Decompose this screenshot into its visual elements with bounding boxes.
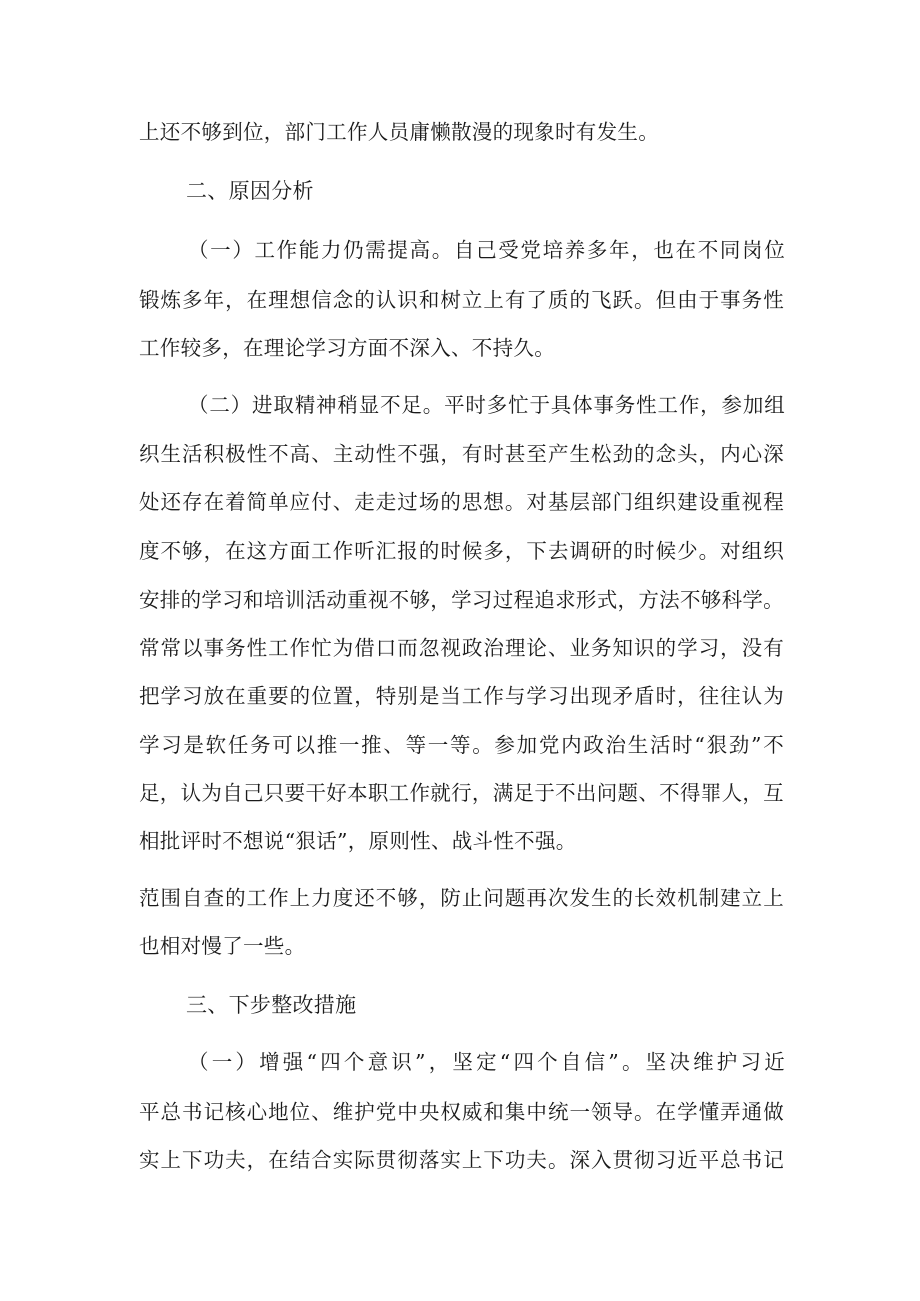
- paragraph-line: 足，认为自己只要干好本职工作就行，满足于不出问题、不得罪人，互: [139, 781, 784, 805]
- paragraph-line: 把学习放在重要的位置，特别是当工作与学习出现矛盾时，往往认为: [139, 684, 784, 708]
- paragraph-line: 安排的学习和培训活动重视不够，学习过程追求形式，方法不够科学。: [139, 588, 784, 612]
- paragraph-line: 范围自查的工作上力度还不够，防止问题再次发生的长效机制建立上: [139, 886, 784, 910]
- paragraph-line: 常常以事务性工作忙为借口而忽视政治理论、业务知识的学习，没有: [139, 636, 784, 660]
- paragraph-line: 织生活积极性不高、主动性不强，有时甚至产生松劲的念头，内心深: [139, 442, 784, 466]
- paragraph-line: 工作较多，在理论学习方面不深入、不持久。: [139, 336, 555, 360]
- paragraph-line: （二）进取精神稍显不足。平时多忙于具体事务性工作，参加组: [188, 393, 785, 417]
- paragraph-line: （一）工作能力仍需提高。自己受党培养多年，也在不同岗位: [188, 238, 785, 262]
- paragraph-line: 锻炼多年，在理想信念的认识和树立上有了质的飞跃。但由于事务性: [139, 288, 784, 312]
- section-heading: 三、下步整改措施: [186, 993, 357, 1017]
- paragraph-line: 度不够，在这方面工作听汇报的时候多，下去调研的时候少。对组织: [139, 539, 784, 563]
- paragraph-line: 平总书记核心地位、维护党中央权威和集中统一领导。在学懂弄通做: [139, 1100, 784, 1124]
- section-heading: 二、原因分析: [186, 179, 314, 203]
- paragraph-line: 上还不够到位，部门工作人员庸懒散漫的现象时有发生。: [139, 120, 659, 144]
- paragraph-line: （一）增强“四个意识”，坚定“四个自信”。坚决维护习近: [188, 1050, 785, 1074]
- paragraph-line: 相批评时不想说“狠话”，原则性、战斗性不强。: [139, 829, 577, 853]
- paragraph-line: 处还存在着简单应付、走走过场的思想。对基层部门组织建设重视程: [139, 490, 784, 514]
- paragraph-line: 学习是软任务可以推一推、等一等。参加党内政治生活时“狠劲”不: [139, 733, 784, 757]
- paragraph-line: 也相对慢了一些。: [139, 934, 306, 958]
- paragraph-line: 实上下功夫，在结合实际贯彻落实上下功夫。深入贯彻习近平总书记: [139, 1148, 784, 1172]
